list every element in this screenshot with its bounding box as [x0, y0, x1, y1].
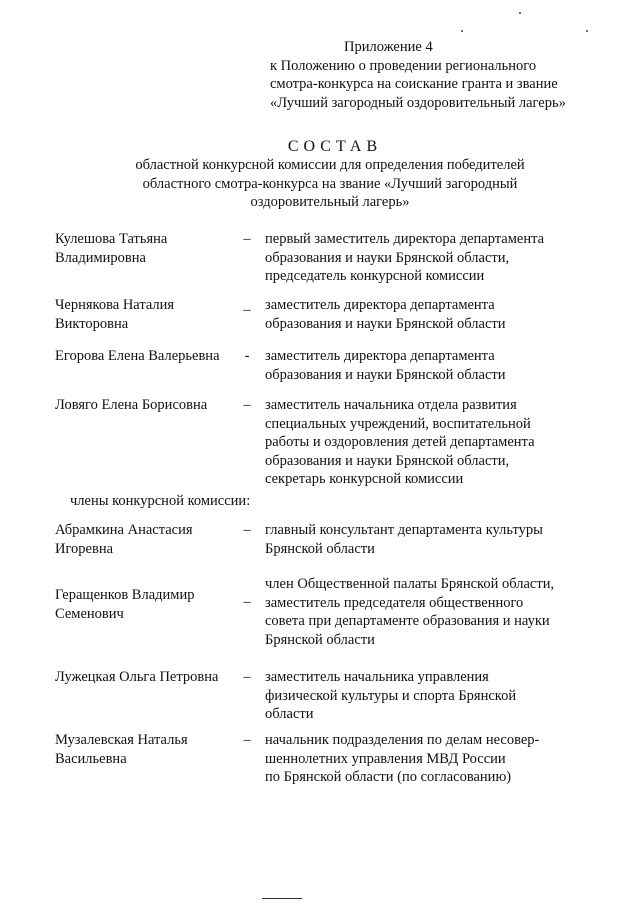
member-role	[265, 575, 585, 649]
member-role-line: заместитель начальника управления	[265, 669, 489, 685]
member-role-line: первый заместитель директора департамента	[265, 231, 545, 247]
separator-dash: –	[243, 732, 251, 748]
separator-dash: –	[243, 231, 251, 247]
separator-dash: –	[243, 594, 251, 610]
member-name-line: Викторовна	[55, 315, 129, 332]
member-name-line: Семенович	[55, 605, 124, 622]
member-role-line: образования и науки Брянской области	[265, 315, 506, 332]
member-role	[265, 230, 585, 286]
member-role-line: Брянской области	[265, 631, 375, 648]
member-role-line: образования и науки Брянской области,	[265, 249, 510, 266]
member-role-line: работы и оздоровления детей департамента	[265, 434, 535, 450]
member-role-line: совета при департаменте образования и науки	[265, 613, 550, 629]
member-name-line: Геращенков Владимир	[55, 587, 195, 603]
member-role-line: образования и науки Брянской области	[265, 366, 506, 383]
member-name-line: Абрамкина Анастасия	[55, 522, 193, 538]
member-role-line: по Брянской области (по согласованию)	[265, 769, 512, 785]
scan-mark	[262, 898, 302, 899]
separator-dash: -	[244, 348, 250, 364]
member-role-line: шеннолетних управления МВД России	[265, 750, 506, 767]
member-name-line: Ловяго Елена Борисовна	[55, 397, 208, 413]
member-role-line: специальных учреждений, воспитательной	[265, 415, 531, 432]
document-title: СОСТАВ	[287, 138, 383, 155]
member-role-line: секретарь конкурсной комиссии	[265, 471, 464, 487]
member-role	[265, 347, 585, 384]
member-name	[55, 668, 235, 687]
member-role-line: председатель конкурсной комиссии	[265, 268, 485, 284]
member-role-line: заместитель председателя общественного	[265, 594, 524, 611]
subtitle-line: оздоровительный лагерь»	[250, 194, 410, 210]
member-name	[55, 347, 235, 366]
scan-speck	[586, 30, 588, 32]
member-name	[55, 731, 235, 768]
member-name	[55, 296, 235, 333]
member-role-line: образования и науки Брянской области,	[265, 452, 510, 469]
member-name-line: Лужецкая Ольга Петровна	[55, 669, 219, 685]
member-name-line: Кулешова Татьяна	[55, 231, 168, 247]
member-role-line: заместитель начальника отдела развития	[265, 397, 517, 413]
separator-dash: –	[243, 397, 251, 413]
member-role-line: физической культуры и спорта Брянской	[265, 687, 517, 704]
member-name-line: Музалевская Наталья	[55, 732, 188, 748]
member-role-line: Брянской области	[265, 540, 375, 557]
separator-dash: –	[243, 522, 251, 538]
member-role	[265, 668, 585, 724]
scan-speck	[519, 12, 521, 14]
separator-dash: _	[243, 297, 251, 313]
member-role	[265, 521, 585, 558]
appendix-line: к Положению о проведении регионального	[270, 57, 537, 74]
member-name-line: Игоревна	[55, 540, 114, 557]
member-role-line: начальник подразделения по делам несовер-	[265, 732, 540, 748]
member-role-line: главный консультант департамента культуры	[265, 522, 543, 538]
member-name	[55, 521, 235, 558]
document-subtitle	[80, 156, 580, 212]
subtitle-line: областного смотра-конкурса на звание «Лучший загородный	[142, 175, 518, 192]
appendix-line: смотра-конкурса на соискание гранта и звание	[270, 76, 558, 92]
member-role	[265, 296, 585, 333]
separator-dash: –	[243, 669, 251, 685]
appendix-header	[270, 38, 600, 112]
scan-speck	[461, 30, 463, 32]
subtitle-line: областной конкурсной комиссии для определения победителей	[135, 157, 525, 173]
appendix-number: Приложение 4	[344, 39, 433, 55]
member-role	[265, 731, 585, 787]
member-role-line: области	[265, 706, 314, 722]
member-name	[55, 230, 235, 267]
member-name	[55, 396, 235, 415]
member-name-line: Чернякова Наталия	[55, 297, 175, 313]
member-role-line: заместитель директора департамента	[265, 297, 495, 313]
members-section-label: члены конкурсной комиссии:	[70, 493, 251, 509]
member-name-line: Васильевна	[55, 750, 127, 767]
member-role-line: заместитель директора департамента	[265, 348, 495, 364]
member-name-line: Владимировна	[55, 249, 146, 266]
member-role-line: член Общественной палаты Брянской области,	[265, 576, 555, 592]
appendix-line: «Лучший загородный оздоровительный лагерь»	[270, 94, 566, 111]
member-name	[55, 586, 235, 623]
member-name-line: Егорова Елена Валерьевна	[55, 348, 220, 364]
member-role	[265, 396, 585, 489]
